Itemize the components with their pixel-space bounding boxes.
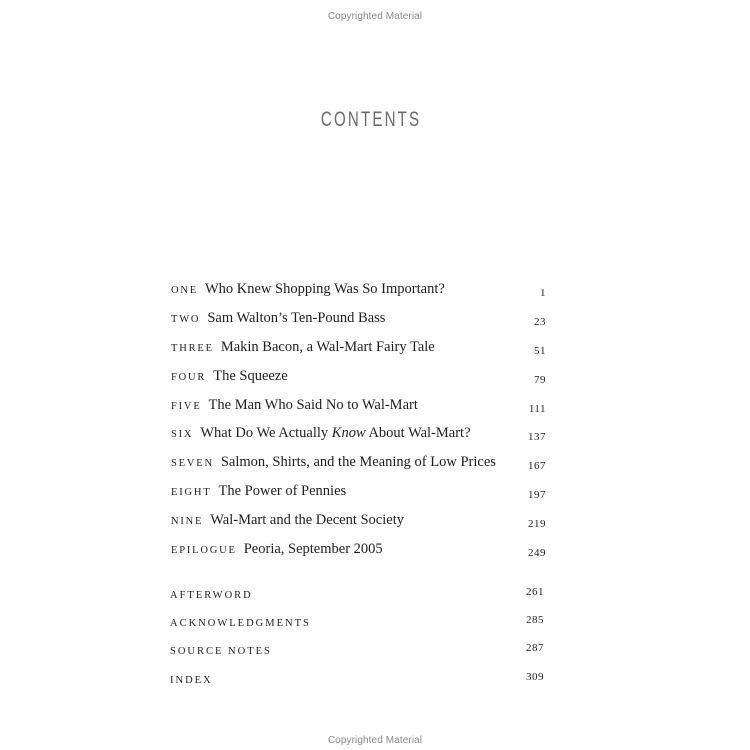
chapter-number: SIX (171, 429, 194, 441)
back-matter-page-number: 309 (526, 670, 544, 683)
back-matter-list (170, 585, 544, 698)
chapter-number: ONE (171, 285, 198, 296)
back-matter-acknowledgments (170, 613, 544, 641)
back-matter-source-notes (170, 641, 544, 669)
chapter-page-number: 137 (528, 431, 546, 444)
page-title: CONTENTS (320, 108, 422, 131)
chapter-title: Salmon, Shirts, and the Meaning of Low Prices (220, 454, 496, 471)
back-matter-index (170, 670, 544, 698)
chapter-entry-seven (171, 454, 546, 483)
chapter-number: FOUR (171, 371, 207, 383)
back-matter-page-number: 285 (526, 614, 544, 627)
chapter-page-number: 167 (528, 460, 546, 473)
chapter-entry-two (171, 310, 546, 339)
chapter-page-number: 249 (528, 547, 546, 560)
chapter-number: SEVEN (171, 458, 214, 470)
chapter-entry-four (171, 368, 546, 397)
chapter-title: Makin Bacon, a Wal-Mart Fairy Tale (220, 338, 435, 355)
back-matter-label: INDEX (170, 674, 213, 686)
chapter-title-part: What Do We Actually (200, 425, 332, 442)
back-matter-page-number: 261 (526, 586, 544, 598)
chapter-title-italic: Know (331, 425, 366, 442)
chapter-number: EIGHT (171, 487, 212, 499)
chapter-page-number: 1 (540, 287, 546, 299)
chapter-entry-one (171, 281, 546, 310)
chapter-page-number: 51 (534, 344, 546, 357)
chapter-entry-eight (171, 483, 546, 512)
chapter-number: THREE (171, 342, 214, 354)
chapter-list (171, 281, 546, 570)
chapter-title: Who Knew Shopping Was So Important? (204, 281, 445, 297)
chapter-title-part: About Wal-Mart? (365, 425, 471, 442)
chapter-page-number: 79 (534, 373, 546, 386)
back-matter-page-number: 287 (526, 642, 544, 655)
back-matter-label: ACKNOWLEDGMENTS (170, 618, 311, 630)
chapter-entry-epilogue (171, 541, 546, 570)
chapter-page-number: 219 (528, 518, 546, 531)
chapter-page-number: 111 (528, 402, 546, 415)
chapter-title: The Power of Pennies (218, 483, 347, 500)
chapter-title: The Squeeze (213, 367, 288, 384)
chapter-title: Wal-Mart and the Decent Society (210, 512, 404, 529)
chapter-title: Peoria, September 2005 (243, 541, 383, 558)
chapter-entry-five (171, 397, 546, 426)
chapter-number: TWO (171, 313, 201, 325)
chapter-entry-three (171, 339, 546, 368)
copyright-watermark-top: Copyrighted Material (327, 11, 423, 22)
chapter-entry-nine (171, 512, 546, 541)
back-matter-afterword (170, 585, 544, 613)
chapter-entry-six (171, 425, 546, 454)
chapter-title: The Man Who Said No to Wal-Mart (208, 396, 418, 413)
chapter-number: EPILOGUE (171, 545, 237, 557)
back-matter-label: AFTERWORD (170, 590, 253, 601)
chapter-title (200, 425, 470, 442)
chapter-number: FIVE (171, 400, 202, 412)
chapter-title: Sam Walton’s Ten-Pound Bass (207, 309, 386, 326)
copyright-watermark-bottom: Copyrighted Material (327, 735, 423, 746)
back-matter-label: SOURCE NOTES (170, 646, 272, 658)
chapter-page-number: 23 (534, 315, 546, 328)
chapter-page-number: 197 (528, 489, 546, 502)
chapter-number: NINE (171, 516, 204, 528)
